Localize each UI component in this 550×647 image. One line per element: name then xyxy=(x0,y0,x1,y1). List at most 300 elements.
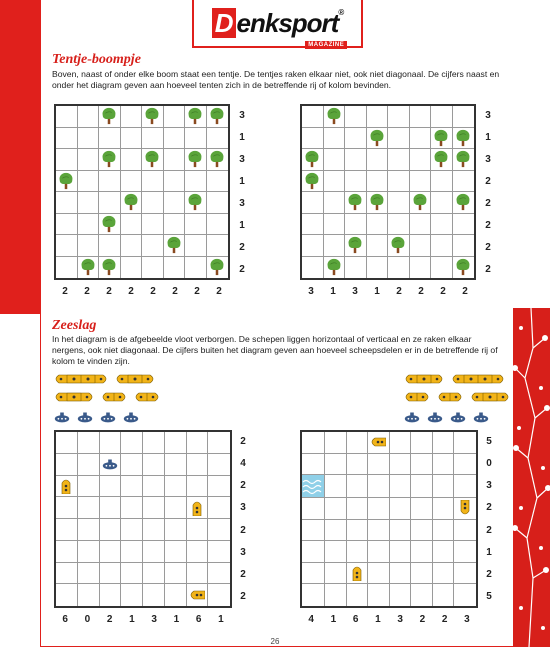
grid-cell[interactable] xyxy=(121,235,143,257)
grid-cell[interactable] xyxy=(56,214,78,236)
grid-cell[interactable] xyxy=(453,235,475,257)
tree-icon xyxy=(100,258,118,276)
grid-cell[interactable] xyxy=(143,497,165,519)
grid-cell[interactable] xyxy=(411,584,433,606)
grid-cell[interactable] xyxy=(347,541,369,563)
grid-cell[interactable] xyxy=(207,235,229,257)
tree-icon xyxy=(454,150,472,168)
grid-cell[interactable] xyxy=(56,171,78,193)
grid-cell[interactable] xyxy=(431,106,453,128)
grid-cell[interactable] xyxy=(208,519,230,541)
grid-cell[interactable] xyxy=(121,497,143,519)
grid-cell[interactable] xyxy=(324,128,346,150)
grid-cell[interactable] xyxy=(433,563,455,585)
grid-cell[interactable] xyxy=(142,149,164,171)
grid-cell[interactable] xyxy=(388,214,410,236)
grid-cell[interactable] xyxy=(78,214,100,236)
grid-cell[interactable] xyxy=(78,192,100,214)
grid-cell[interactable] xyxy=(431,257,453,279)
logo-rest: enksport xyxy=(236,7,339,38)
grid-cell[interactable] xyxy=(454,584,476,606)
grid-cell[interactable] xyxy=(164,171,186,193)
grid-cell[interactable] xyxy=(368,454,390,476)
grid-cell[interactable] xyxy=(143,563,165,585)
grid-cell[interactable] xyxy=(345,214,367,236)
grid-cell[interactable] xyxy=(207,192,229,214)
grid-cell[interactable] xyxy=(100,476,122,498)
grid-cell[interactable] xyxy=(185,235,207,257)
grid-cell[interactable] xyxy=(142,128,164,150)
grid-cell[interactable] xyxy=(56,257,78,279)
grid-cell[interactable] xyxy=(411,563,433,585)
grid-cell[interactable] xyxy=(390,584,412,606)
grid-cell[interactable] xyxy=(100,519,122,541)
tree-icon xyxy=(165,236,183,254)
tree-icon xyxy=(79,258,97,276)
ship-3 xyxy=(114,374,156,384)
grid-cell[interactable] xyxy=(99,106,121,128)
grid-cell[interactable] xyxy=(121,171,143,193)
grid-cell[interactable] xyxy=(121,432,143,454)
grid-cell[interactable] xyxy=(78,432,100,454)
grid-cell[interactable] xyxy=(411,520,433,542)
grid-cell[interactable] xyxy=(431,128,453,150)
grid-cell[interactable] xyxy=(165,584,187,606)
grid-cell[interactable] xyxy=(208,563,230,585)
grid-cell[interactable] xyxy=(302,563,325,585)
grid-cell[interactable] xyxy=(411,432,433,454)
grid-cell[interactable] xyxy=(185,214,207,236)
grid-cell[interactable] xyxy=(325,520,347,542)
ship-end-icon xyxy=(100,392,114,402)
grid-cell[interactable] xyxy=(325,541,347,563)
grid-cell[interactable] xyxy=(121,192,143,214)
grid-cell[interactable] xyxy=(431,149,453,171)
grid-cell[interactable] xyxy=(453,257,475,279)
grid-cell[interactable] xyxy=(164,214,186,236)
grid-cell[interactable] xyxy=(388,149,410,171)
grid-cell[interactable] xyxy=(410,257,432,279)
grid-cell[interactable] xyxy=(78,171,100,193)
grid-cell[interactable] xyxy=(302,475,325,498)
battleship-grid-1[interactable] xyxy=(54,430,232,608)
grid-cell[interactable] xyxy=(302,128,324,150)
grid-cell[interactable] xyxy=(302,454,325,476)
grid-cell[interactable] xyxy=(302,171,324,193)
grid-cell[interactable] xyxy=(208,454,230,476)
row-clue: 2 xyxy=(240,480,246,492)
grid-cell[interactable] xyxy=(143,541,165,563)
grid-cell[interactable] xyxy=(99,128,121,150)
grid-cell[interactable] xyxy=(187,432,209,454)
grid-cell[interactable] xyxy=(411,541,433,563)
grid-cell[interactable] xyxy=(121,149,143,171)
grid-cell[interactable] xyxy=(164,257,186,279)
grid-cell[interactable] xyxy=(56,106,78,128)
grid-cell[interactable] xyxy=(185,149,207,171)
grid-cell[interactable] xyxy=(324,149,346,171)
grid-cell[interactable] xyxy=(185,192,207,214)
grid-cell[interactable] xyxy=(100,497,122,519)
ship-middle-icon xyxy=(67,374,81,384)
grid-cell[interactable] xyxy=(164,128,186,150)
grid-cell[interactable] xyxy=(367,192,389,214)
grid-cell[interactable] xyxy=(368,563,390,585)
col-clue: 2 xyxy=(396,285,402,297)
grid-cell[interactable] xyxy=(56,128,78,150)
grid-cell[interactable] xyxy=(347,454,369,476)
grid-cell[interactable] xyxy=(453,192,475,214)
grid-cell[interactable] xyxy=(56,541,78,563)
grid-cell[interactable] xyxy=(187,519,209,541)
grid-cell[interactable] xyxy=(100,454,122,476)
grid-cell[interactable] xyxy=(99,149,121,171)
grid-cell[interactable] xyxy=(78,476,100,498)
grid-cell[interactable] xyxy=(345,149,367,171)
grid-cell[interactable] xyxy=(453,128,475,150)
grid-cell[interactable] xyxy=(207,106,229,128)
grid-cell[interactable] xyxy=(302,498,325,520)
battleship-grid-2[interactable] xyxy=(300,430,478,608)
grid-cell[interactable] xyxy=(411,475,433,498)
ship-end-icon xyxy=(457,500,473,516)
grid-cell[interactable] xyxy=(324,257,346,279)
grid-cell[interactable] xyxy=(390,563,412,585)
grid-cell[interactable] xyxy=(165,541,187,563)
grid-cell[interactable] xyxy=(324,106,346,128)
grid-cell[interactable] xyxy=(388,128,410,150)
grid-cell[interactable] xyxy=(143,454,165,476)
fleet-row xyxy=(403,410,511,424)
grid-cell[interactable] xyxy=(302,541,325,563)
grid-cell[interactable] xyxy=(388,257,410,279)
submarine-icon xyxy=(122,410,140,424)
grid-cell[interactable] xyxy=(367,149,389,171)
grid-cell[interactable] xyxy=(165,454,187,476)
ship-4 xyxy=(450,374,506,384)
grid-cell[interactable] xyxy=(207,214,229,236)
grid-cell[interactable] xyxy=(185,257,207,279)
grid-cell[interactable] xyxy=(453,171,475,193)
grid-cell[interactable] xyxy=(368,584,390,606)
grid-cell[interactable] xyxy=(410,214,432,236)
grid-cell[interactable] xyxy=(207,149,229,171)
submarine-icon xyxy=(99,410,117,424)
grid-cell[interactable] xyxy=(345,106,367,128)
grid-cell[interactable] xyxy=(142,214,164,236)
grid-cell[interactable] xyxy=(325,563,347,585)
grid-cell[interactable] xyxy=(185,106,207,128)
grid-cell[interactable] xyxy=(164,192,186,214)
grid-cell[interactable] xyxy=(207,128,229,150)
ship-1 xyxy=(99,410,117,424)
grid-cell[interactable] xyxy=(388,106,410,128)
grid-cell[interactable] xyxy=(390,454,412,476)
grid-cell[interactable] xyxy=(453,106,475,128)
grid-cell[interactable] xyxy=(367,171,389,193)
tents-grid-1[interactable] xyxy=(54,104,230,280)
grid-cell[interactable] xyxy=(143,432,165,454)
row-clue: 4 xyxy=(240,457,246,469)
grid-cell[interactable] xyxy=(347,498,369,520)
ship-end-icon xyxy=(492,374,506,384)
grid-cell[interactable] xyxy=(347,475,369,498)
battleship-row-clues-1 xyxy=(235,430,251,608)
grid-cell[interactable] xyxy=(433,498,455,520)
grid-cell[interactable] xyxy=(207,257,229,279)
logo-letter: D xyxy=(212,8,236,38)
grid-cell[interactable] xyxy=(99,171,121,193)
grid-cell[interactable] xyxy=(347,563,369,585)
grid-cell[interactable] xyxy=(390,541,412,563)
grid-cell[interactable] xyxy=(142,192,164,214)
grid-cell[interactable] xyxy=(454,454,476,476)
grid-cell[interactable] xyxy=(121,454,143,476)
grid-cell[interactable] xyxy=(187,454,209,476)
grid-cell[interactable] xyxy=(433,584,455,606)
grid-cell[interactable] xyxy=(185,171,207,193)
grid-cell[interactable] xyxy=(302,584,325,606)
grid-cell[interactable] xyxy=(431,192,453,214)
grid-cell[interactable] xyxy=(388,192,410,214)
grid-cell[interactable] xyxy=(347,432,369,454)
grid-cell[interactable] xyxy=(78,257,100,279)
grid-cell[interactable] xyxy=(388,171,410,193)
ship-end-icon xyxy=(142,374,156,384)
grid-cell[interactable] xyxy=(454,432,476,454)
tents-grid-2[interactable] xyxy=(300,104,476,280)
floral-red-band xyxy=(513,308,550,647)
grid-cell[interactable] xyxy=(325,432,347,454)
grid-cell[interactable] xyxy=(453,149,475,171)
grid-cell[interactable] xyxy=(324,192,346,214)
grid-cell[interactable] xyxy=(78,563,100,585)
grid-cell[interactable] xyxy=(187,476,209,498)
grid-cell[interactable] xyxy=(367,214,389,236)
grid-cell[interactable] xyxy=(165,476,187,498)
grid-cell[interactable] xyxy=(368,541,390,563)
grid-cell[interactable] xyxy=(433,475,455,498)
grid-cell[interactable] xyxy=(368,475,390,498)
grid-cell[interactable] xyxy=(345,128,367,150)
grid-cell[interactable] xyxy=(56,584,78,606)
grid-cell[interactable] xyxy=(78,519,100,541)
grid-cell[interactable] xyxy=(78,149,100,171)
grid-cell[interactable] xyxy=(453,214,475,236)
grid-cell[interactable] xyxy=(121,106,143,128)
grid-cell[interactable] xyxy=(78,235,100,257)
grid-cell[interactable] xyxy=(56,454,78,476)
grid-cell[interactable] xyxy=(56,476,78,498)
grid-cell[interactable] xyxy=(165,497,187,519)
grid-cell[interactable] xyxy=(368,520,390,542)
grid-cell[interactable] xyxy=(121,128,143,150)
ship-1 xyxy=(53,410,71,424)
grid-cell[interactable] xyxy=(56,563,78,585)
grid-cell[interactable] xyxy=(302,257,324,279)
grid-cell[interactable] xyxy=(454,520,476,542)
grid-cell[interactable] xyxy=(367,257,389,279)
grid-cell[interactable] xyxy=(454,498,476,520)
grid-cell[interactable] xyxy=(411,454,433,476)
col-clue: 2 xyxy=(194,285,200,297)
grid-cell[interactable] xyxy=(208,476,230,498)
grid-cell[interactable] xyxy=(121,584,143,606)
grid-cell[interactable] xyxy=(410,106,432,128)
grid-cell[interactable] xyxy=(368,432,390,454)
grid-cell[interactable] xyxy=(411,498,433,520)
grid-cell[interactable] xyxy=(78,454,100,476)
grid-cell[interactable] xyxy=(208,541,230,563)
grid-cell[interactable] xyxy=(142,235,164,257)
grid-cell[interactable] xyxy=(388,235,410,257)
logo-magazine: MAGAZINE xyxy=(305,41,347,49)
grid-cell[interactable] xyxy=(302,149,324,171)
grid-cell[interactable] xyxy=(208,432,230,454)
grid-cell[interactable] xyxy=(345,171,367,193)
grid-cell[interactable] xyxy=(302,192,324,214)
battleship-col-clues-2 xyxy=(300,612,478,626)
grid-cell[interactable] xyxy=(99,214,121,236)
grid-cell[interactable] xyxy=(325,475,347,498)
grid-cell[interactable] xyxy=(433,541,455,563)
grid-cell[interactable] xyxy=(208,497,230,519)
grid-cell[interactable] xyxy=(143,519,165,541)
grid-cell[interactable] xyxy=(99,235,121,257)
grid-cell[interactable] xyxy=(302,214,324,236)
grid-cell[interactable] xyxy=(410,192,432,214)
grid-cell[interactable] xyxy=(187,563,209,585)
grid-cell[interactable] xyxy=(207,171,229,193)
grid-cell[interactable] xyxy=(100,432,122,454)
grid-cell[interactable] xyxy=(431,214,453,236)
grid-cell[interactable] xyxy=(302,520,325,542)
grid-cell[interactable] xyxy=(121,214,143,236)
ship-end-icon xyxy=(450,374,464,384)
col-clue: 2 xyxy=(62,285,68,297)
tree-icon xyxy=(411,193,429,211)
grid-cell[interactable] xyxy=(121,563,143,585)
grid-cell[interactable] xyxy=(390,475,412,498)
grid-cell[interactable] xyxy=(78,584,100,606)
grid-cell[interactable] xyxy=(56,192,78,214)
grid-cell[interactable] xyxy=(187,541,209,563)
grid-cell[interactable] xyxy=(121,541,143,563)
grid-cell[interactable] xyxy=(121,476,143,498)
grid-cell[interactable] xyxy=(302,106,324,128)
grid-cell[interactable] xyxy=(164,149,186,171)
grid-cell[interactable] xyxy=(208,584,230,606)
grid-cell[interactable] xyxy=(142,106,164,128)
grid-cell[interactable] xyxy=(78,128,100,150)
grid-cell[interactable] xyxy=(56,519,78,541)
grid-cell[interactable] xyxy=(410,171,432,193)
grid-cell[interactable] xyxy=(454,541,476,563)
grid-cell[interactable] xyxy=(100,541,122,563)
submarine-icon xyxy=(403,410,421,424)
ship-middle-icon xyxy=(417,374,431,384)
grid-cell[interactable] xyxy=(347,520,369,542)
submarine-icon xyxy=(101,457,119,471)
grid-cell[interactable] xyxy=(142,171,164,193)
grid-cell[interactable] xyxy=(325,498,347,520)
grid-cell[interactable] xyxy=(454,563,476,585)
row-clue: 1 xyxy=(485,131,491,143)
grid-cell[interactable] xyxy=(324,214,346,236)
grid-cell[interactable] xyxy=(345,257,367,279)
submarine-icon xyxy=(76,410,94,424)
grid-cell[interactable] xyxy=(302,235,324,257)
grid-cell[interactable] xyxy=(302,432,325,454)
grid-cell[interactable] xyxy=(325,584,347,606)
grid-cell[interactable] xyxy=(390,498,412,520)
grid-cell[interactable] xyxy=(100,584,122,606)
grid-cell[interactable] xyxy=(345,235,367,257)
grid-cell[interactable] xyxy=(100,563,122,585)
grid-cell[interactable] xyxy=(324,235,346,257)
grid-cell[interactable] xyxy=(390,432,412,454)
grid-cell[interactable] xyxy=(164,235,186,257)
grid-cell[interactable] xyxy=(410,235,432,257)
col-clue: 1 xyxy=(129,613,135,625)
grid-cell[interactable] xyxy=(433,520,455,542)
grid-cell[interactable] xyxy=(142,257,164,279)
grid-cell[interactable] xyxy=(121,257,143,279)
grid-cell[interactable] xyxy=(410,128,432,150)
grid-cell[interactable] xyxy=(78,106,100,128)
grid-cell[interactable] xyxy=(99,192,121,214)
grid-cell[interactable] xyxy=(165,519,187,541)
grid-cell[interactable] xyxy=(143,584,165,606)
grid-cell[interactable] xyxy=(56,235,78,257)
grid-cell[interactable] xyxy=(165,563,187,585)
tree-icon xyxy=(432,129,450,147)
grid-cell[interactable] xyxy=(367,128,389,150)
grid-cell[interactable] xyxy=(410,149,432,171)
grid-cell[interactable] xyxy=(165,432,187,454)
grid-cell[interactable] xyxy=(143,476,165,498)
grid-cell[interactable] xyxy=(99,257,121,279)
grid-cell[interactable] xyxy=(78,497,100,519)
col-clue: 2 xyxy=(106,613,113,625)
grid-cell[interactable] xyxy=(56,497,78,519)
grid-cell[interactable] xyxy=(56,149,78,171)
grid-cell[interactable] xyxy=(454,475,476,498)
grid-cell[interactable] xyxy=(78,541,100,563)
grid-cell[interactable] xyxy=(390,520,412,542)
col-clue: 1 xyxy=(173,613,180,625)
tree-icon xyxy=(389,236,407,254)
grid-cell[interactable] xyxy=(367,235,389,257)
grid-cell[interactable] xyxy=(431,235,453,257)
grid-cell[interactable] xyxy=(56,432,78,454)
grid-cell[interactable] xyxy=(433,454,455,476)
grid-cell[interactable] xyxy=(185,128,207,150)
grid-cell[interactable] xyxy=(345,192,367,214)
grid-cell[interactable] xyxy=(431,171,453,193)
grid-cell[interactable] xyxy=(164,106,186,128)
fleet-row xyxy=(403,374,511,384)
grid-cell[interactable] xyxy=(368,498,390,520)
grid-cell[interactable] xyxy=(325,454,347,476)
grid-cell[interactable] xyxy=(121,519,143,541)
grid-cell[interactable] xyxy=(187,497,209,519)
grid-cell[interactable] xyxy=(187,584,209,606)
grid-cell[interactable] xyxy=(324,171,346,193)
grid-cell[interactable] xyxy=(347,584,369,606)
grid-cell[interactable] xyxy=(433,432,455,454)
grid-cell[interactable] xyxy=(367,106,389,128)
